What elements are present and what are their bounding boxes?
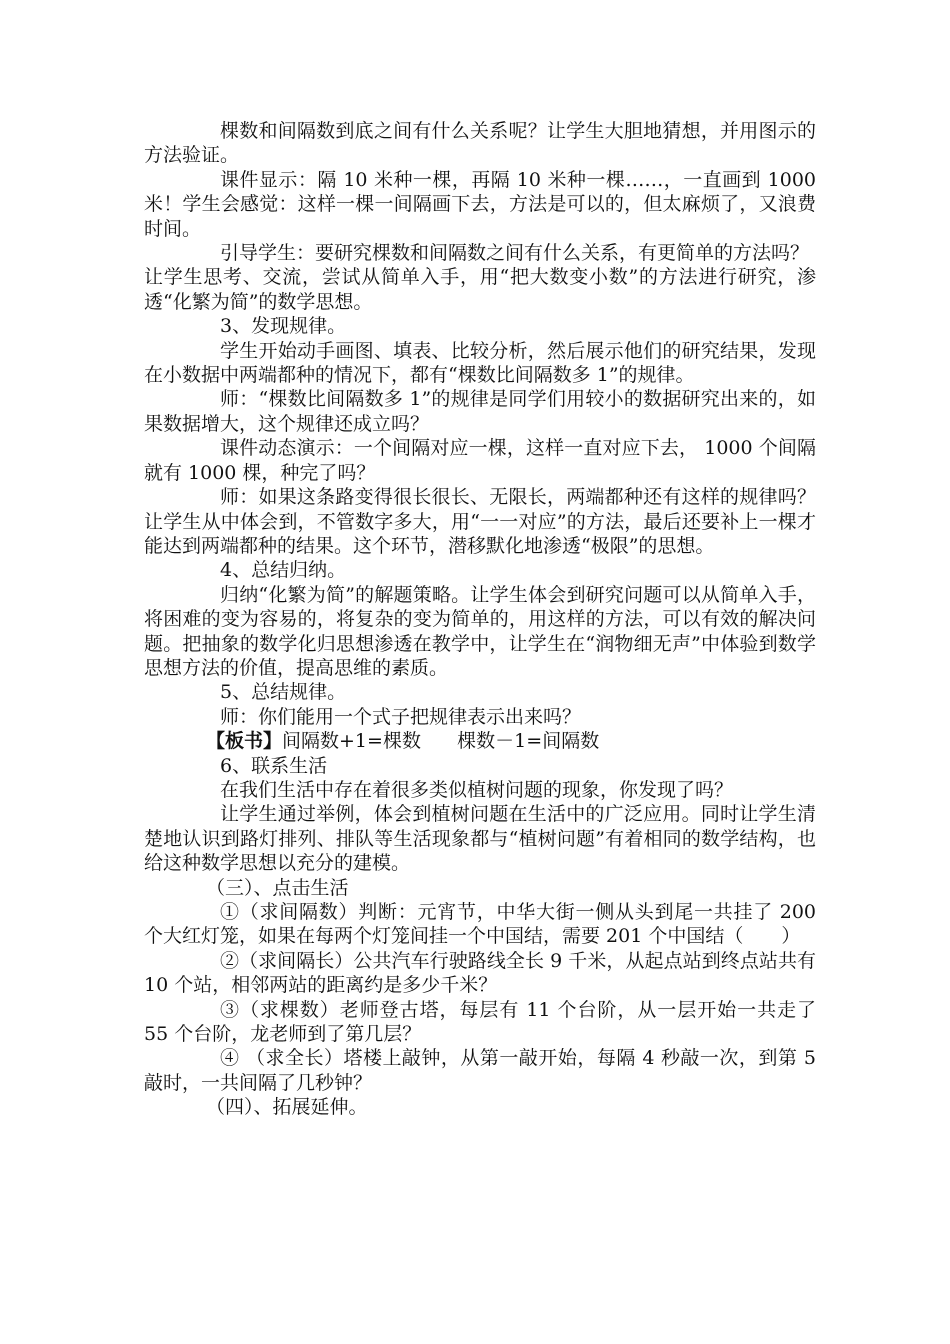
paragraph: 6、联系生活 (220, 754, 328, 777)
paragraph: ③（求棵数）老师登古塔，每层有 11 个台阶，从一层开始一共走了 55 个台阶，龙老师到了第几层？ (144, 998, 816, 1046)
paragraph: 归纳“化繁为简”的解题策略。让学生体会到研究问题可以从简单入手，将困难的变为容易的，将复杂的变为简单的，用这样的方法，可以有效的解决问题。把抽象的数学化归思想渗透在教学中，让学生在“润物细无声”中体验到数学思想方法的价值，提高思维的素质。 (144, 583, 816, 679)
document-body (144, 119, 816, 1120)
paragraph: 3、发现规律。 (220, 315, 347, 338)
board-writing (144, 729, 816, 753)
board-formula: 间隔数+1=棵数 棵数－1=间隔数 (282, 730, 600, 753)
paragraph: （四）、拓展延伸。 (206, 1096, 368, 1119)
paragraph: 让学生思考、交流，尝试从简单入手，用“把大数变小数”的方法进行研究，渗透“化繁为简”的数学思想。 (144, 266, 816, 313)
paragraph: （三）、点击生活 (206, 876, 349, 899)
paragraph-group-2 (144, 754, 816, 1120)
paragraph: 师：“棵数比间隔数多 1”的规律是同学们用较小的数据研究出来的，如果数据增大，这个规律还成立吗？ (144, 388, 816, 435)
paragraph: 师：你们能用一个式子把规律表示出来吗？ (220, 705, 582, 728)
paragraph: ④ （求全长）塔楼上敲钟，从第一敲开始，每隔 4 秒敲一次，到第 5 敲时，一共间隔了几秒钟？ (144, 1047, 816, 1094)
paragraph: 在我们生活中存在着很多类似植树问题的现象，你发现了吗？ (220, 778, 734, 801)
paragraph: 4、总结归纳。 (220, 559, 347, 582)
paragraph: 5、总结规律。 (220, 681, 347, 704)
paragraph: 课件显示：隔 10 米种一棵，再隔 10 米种一棵……，一直画到 1000 米！学生会感觉：这样一棵一间隔画下去，方法是可以的，但太麻烦了，又浪费时间。 (144, 168, 816, 240)
paragraph: 棵数和间隔数到底之间有什么关系呢？让学生大胆地猜想，并用图示的方法验证。 (144, 120, 816, 167)
paragraph: 学生开始动手画图、填表、比较分析，然后展示他们的研究结果，发现在小数据中两端都种的情况下，都有“棵数比间隔数多 1”的规律。 (144, 339, 816, 387)
paragraph: 课件动态演示：一个间隔对应一棵，这样一直对应下去， 1000 个间隔就有 1000 棵，种完了吗？ (144, 437, 816, 484)
paragraph: ②（求间隔长）公共汽车行驶路线全长 9 千米，从起点站到终点站共有 10 个站，相邻两站的距离约是多少千米？ (144, 949, 816, 997)
paragraph: 师：如果这条路变得很长很长、无限长，两端都种还有这样的规律吗？让学生从中体会到，不管数字多大，用“一一对应”的方法，最后还要补上一棵才能达到两端都种的结果。这个环节，潜移默化地渗透“极限”的思想。 (144, 486, 816, 557)
paragraph-group-1 (144, 119, 816, 729)
paragraph: ①（求间隔数）判断：元宵节，中华大街一侧从头到尾一共挂了 200 个大红灯笼，如果在每两个灯笼间挂一个中国结，需要 201 个中国结（ ） (144, 901, 816, 948)
paragraph: 引导学生：要研究棵数和间隔数之间有什么关系，有更简单的方法吗？ (220, 242, 810, 265)
paragraph: 让学生通过举例，体会到植树问题在生活中的广泛应用。同时让学生清楚地认识到路灯排列、排队等生活现象都与“植树问题”有着相同的数学结构，也给这种数学思想以充分的建模。 (144, 803, 816, 875)
board-tag: 【板书】 (206, 730, 283, 753)
